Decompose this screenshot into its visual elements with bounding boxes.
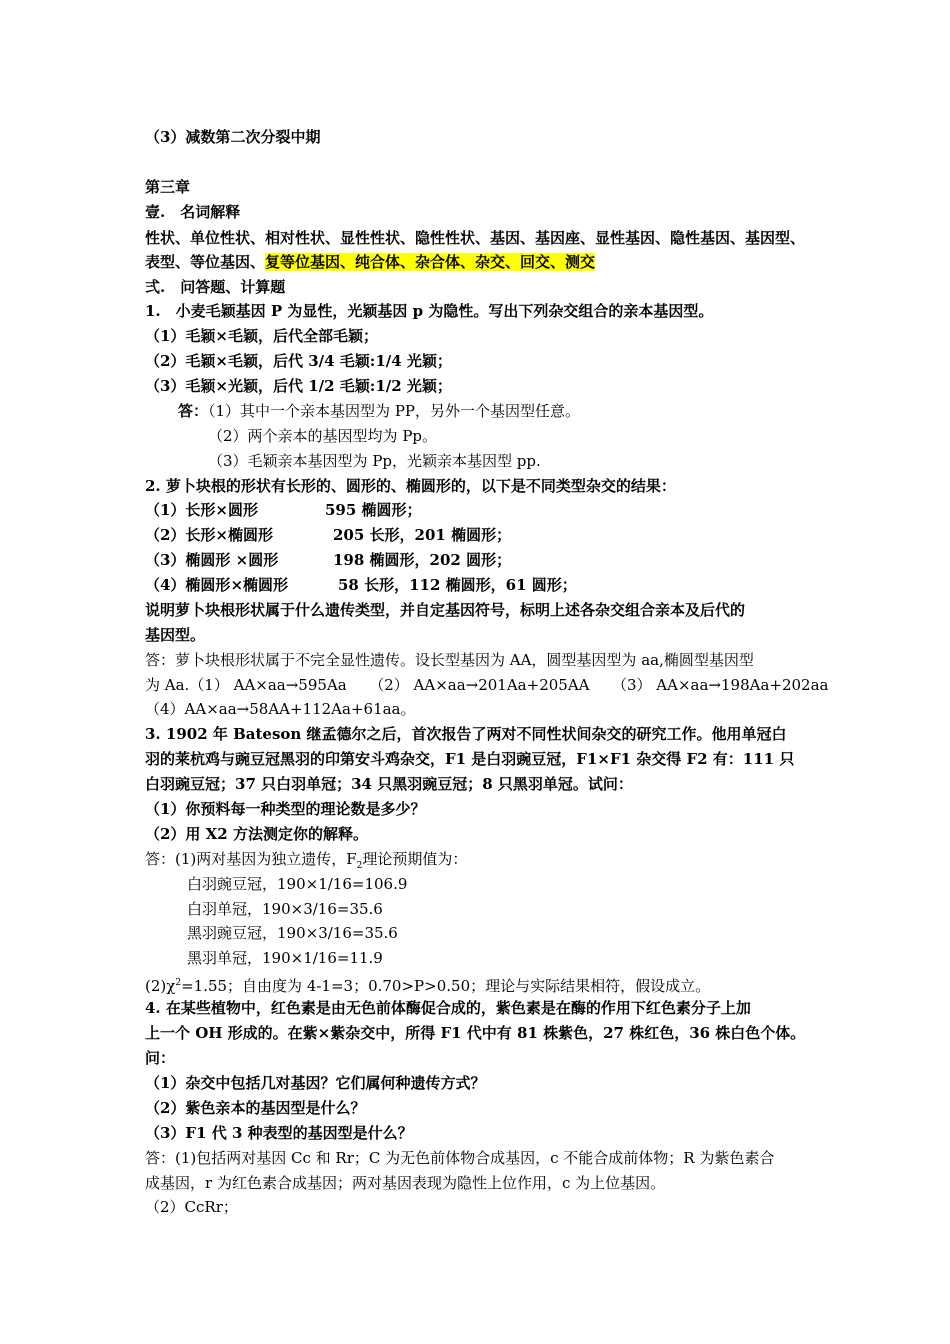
answer: 为 Aa.（1） AA×aa→595Aa （2） AA×aa→201Aa+205AA （3） AA×aa→198Aa+202aa bbox=[145, 676, 829, 694]
answer-label: 答： bbox=[178, 402, 209, 420]
answer: 答：萝卜块根形状属于不完全显性遗传。设长型基因为 AA，圆型基因型为 aa,椭圆型基因型 bbox=[145, 651, 754, 669]
question-item bbox=[145, 525, 511, 545]
term-list bbox=[145, 252, 595, 272]
answer bbox=[145, 973, 710, 996]
answer-text: (2)χ bbox=[145, 977, 176, 995]
cross-result: 205 长形，201 椭圆形； bbox=[333, 526, 512, 544]
question-item: （2）紫色亲本的基因型是什么？ bbox=[145, 1099, 366, 1117]
question-item: （1）毛颖×毛颖，后代全部毛颖； bbox=[145, 327, 379, 345]
question-item: （1）你预料每一种类型的理论数是多少？ bbox=[145, 800, 426, 818]
answer: 成基因，r 为红色素合成基因；两对基因表现为隐性上位作用，c 为上位基因。 bbox=[145, 1174, 666, 1192]
question-item: （2）毛颖×毛颖，后代 3/4 毛颖:1/4 光颖； bbox=[145, 352, 452, 370]
cross-result: 198 椭圆形，202 圆形； bbox=[333, 551, 512, 569]
answer-text: 理论预期值为： bbox=[362, 850, 468, 868]
cross-label: （1）长形×圆形 bbox=[145, 501, 259, 519]
question: 白羽豌豆冠；37 只白羽单冠；34 只黑羽豌豆冠；8 只黑羽单冠。试问： bbox=[145, 775, 633, 793]
question: 1. 小麦毛颖基因 P 为显性，光颖基因 p 为隐性。写出下列杂交组合的亲本基因型。 bbox=[145, 302, 714, 320]
question-item: （3）F1 代 3 种表型的基因型是什么？ bbox=[145, 1124, 413, 1142]
answer: （2）CcRr； bbox=[145, 1198, 238, 1216]
answer-text: 答：(1)两对基因为独立遗传，F bbox=[145, 850, 357, 868]
answer: 黑羽豌豆冠，190×3/16=35.6 bbox=[187, 924, 398, 942]
cross-label: （3）椭圆形 ×圆形 bbox=[145, 551, 279, 569]
question-item bbox=[145, 500, 422, 520]
answer: 黑羽单冠，190×1/16=11.9 bbox=[187, 949, 383, 967]
question: 2. 萝卜块根的形状有长形的、圆形的、椭圆形的，以下是不同类型杂交的结果： bbox=[145, 477, 676, 495]
chapter-heading: 第三章 bbox=[145, 178, 191, 196]
question-item: （2）用 X2 方法测定你的解释。 bbox=[145, 825, 368, 843]
question-item: （3）毛颖×光颖，后代 1/2 毛颖:1/2 光颖； bbox=[145, 377, 452, 395]
cross-result: 595 椭圆形； bbox=[325, 501, 422, 519]
answer: 白羽单冠，190×3/16=35.6 bbox=[187, 900, 383, 918]
question: 基因型。 bbox=[145, 626, 206, 644]
answer: （3）毛颖亲本基因型为 Pp，光颖亲本基因型 pp. bbox=[208, 452, 541, 470]
section-heading: 壹. 名词解释 bbox=[145, 203, 241, 221]
section-heading: 弍. 问答题、计算题 bbox=[145, 278, 286, 296]
question: 问： bbox=[145, 1049, 176, 1067]
answer-text: （1）其中一个亲本基因型为 PP，另外一个基因型任意。 bbox=[208, 402, 581, 420]
question: 羽的莱杭鸡与豌豆冠黑羽的印第安斗鸡杂交，F1 是白羽豌豆冠，F1×F1 杂交得 F2 有：111 只 bbox=[145, 750, 795, 768]
question: 说明萝卜块根形状属于什么遗传类型，并自定基因符号，标明上述各杂交组合亲本及后代的 bbox=[145, 601, 746, 619]
answer: 答：(1)包括两对基因 Cc 和 Rr；C 为无色前体物合成基因，c 不能合成前体物；R 为紫色素合 bbox=[145, 1149, 775, 1167]
question-item: （1）杂交中包括几对基因？它们属何种遗传方式？ bbox=[145, 1074, 486, 1092]
cross-label: （4）椭圆形×椭圆形 bbox=[145, 576, 289, 594]
answer: 白羽豌豆冠，190×1/16=106.9 bbox=[187, 875, 408, 893]
cross-result: 58 长形，112 椭圆形，61 圆形； bbox=[338, 576, 577, 594]
question: 3. 1902 年 Bateson 继孟德尔之后，首次报告了两对不同性状间杂交的研究工作。他用单冠白 bbox=[145, 725, 787, 743]
question-item bbox=[145, 575, 577, 595]
question-item bbox=[145, 550, 511, 570]
answer-text: =1.55；自由度为 4-1=3；0.70>P>0.50；理论与实际结果相符，假设成立。 bbox=[181, 977, 711, 995]
answer bbox=[145, 849, 467, 876]
term-list-plain: 表型、等位基因、 bbox=[145, 253, 266, 271]
question: 上一个 OH 形成的。在紫×紫杂交中，所得 F1 代中有 81 株紫色，27 株红色，36 株白色个体。 bbox=[145, 1024, 806, 1042]
text-line: （3）减数第二次分裂中期 bbox=[145, 128, 321, 146]
superscript: 2 bbox=[175, 978, 182, 988]
term-list: 性状、单位性状、相对性状、显性性状、隐性性状、基因、基因座、显性基因、隐性基因、基因型、 bbox=[145, 229, 806, 247]
question: 4. 在某些植物中，红色素是由无色前体酶促合成的，紫色素是在酶的作用下红色素分子上加 bbox=[145, 999, 751, 1017]
subscript: 2 bbox=[356, 861, 363, 871]
answer bbox=[178, 401, 580, 421]
cross-label: （2）长形×椭圆形 bbox=[145, 526, 274, 544]
highlighted-terms: 复等位基因、纯合体、杂合体、杂交、回交、测交 bbox=[265, 253, 596, 271]
answer: （4）AA×aa→58AA+112Aa+61aa。 bbox=[145, 700, 416, 718]
answer: （2）两个亲本的基因型均为 Pp。 bbox=[208, 427, 438, 445]
